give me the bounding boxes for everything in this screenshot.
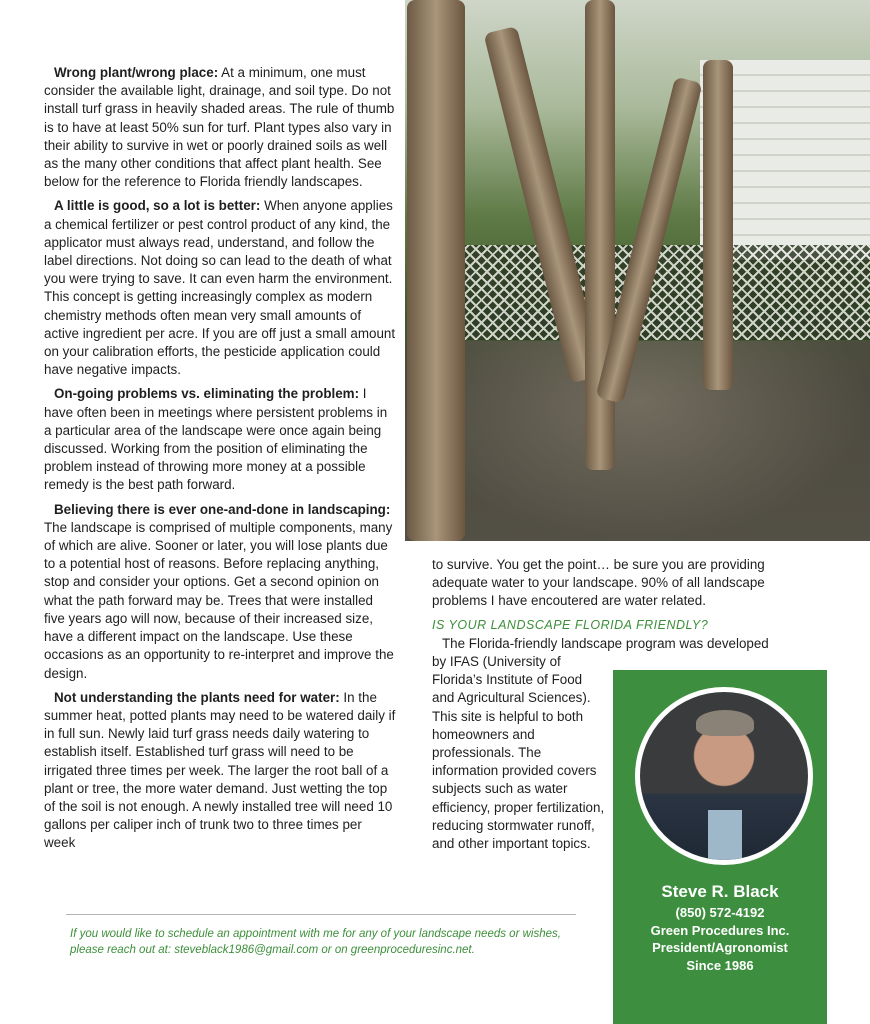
continuation-text: to survive. You get the point… be sure you are providing adequate water to your landscape. 90% of all landscape problems I have encoutered are water related.	[432, 557, 765, 609]
author-details	[613, 904, 827, 974]
paragraph-body: In the summer heat, potted plants may need to be watered daily if in full sun. Newly laid turf grass needs daily watering to establish itself. Established turf grass will need to be irrigated three times per week. The larger the root ball of a plant or tree, the more water demand. Just wetting the top of the soil is not enough. A newly installed tree will need 10 gallons per caliper inch of trunk two to three times per week	[44, 689, 396, 851]
paragraph-heading: On-going problems vs. eliminating the problem:	[54, 386, 360, 402]
footer-divider	[66, 914, 576, 915]
paragraph-wrong-plant	[44, 64, 396, 191]
author-bio-box	[613, 670, 827, 1024]
florida-friendly-intro: The Florida-friendly landscape program was developed	[442, 635, 769, 651]
paragraph-a-little-is-good	[44, 197, 396, 379]
left-column	[44, 64, 396, 859]
paragraph-water-needs	[44, 689, 396, 853]
author-since: Since 1986	[686, 957, 754, 973]
author-portrait	[635, 687, 813, 865]
paragraph-body: At a minimum, one must consider the available light, drainage, and soil type. Do not install turf grass in heavily shaded areas. The rule of thumb is to have at least 50% sun for turf. Plant types also vary in their ability to survive in wet or poorly drained soils as well as the many other conditions that affect plant health. See below for the reference to Florida friendly landscapes.	[44, 65, 395, 190]
paragraph-body: When anyone applies a chemical fertilizer or pest control product of any kind, the applicator must always read, understand, and follow the label directions. Not doing so can lead to the death of what you were trying to save. It can even harm the environment. This concept is getting increasingly complex as modern chemistry methods often mean very small amounts of active ingredient per acre. If you are off just a small amount on your calibration efforts, the pesticide application could have negative impacts.	[44, 198, 396, 378]
paragraph-body: The landscape is comprised of multiple components, many of which are alive. Sooner or later, you will lose plants due to a potential host of reasons. Before replacing anything, stop and consider your options. Get a second opinion on what the path forward may be. Trees that were installed five years ago will now, because of their increased size, have a different impact on the landscape. Use these occasions as an opportunity to re-interpret and improve the design.	[44, 519, 394, 681]
footer-contact-note: If you would like to schedule an appointment with me for any of your landscape needs or wishes, please reach out at: steveblack1986@gmail.com or on greenproceduresinc.net.	[70, 928, 561, 956]
paragraph-heading: A little is good, so a lot is better:	[54, 198, 261, 214]
author-phone: (850) 572-4192	[675, 905, 765, 920]
portrait-hair	[696, 710, 754, 736]
paragraph-heading: Wrong plant/wrong place:	[54, 65, 219, 80]
lattice-fence	[455, 245, 870, 340]
landscape-photo	[405, 0, 870, 541]
palm-trunk	[407, 0, 465, 541]
palm-trunk	[703, 60, 733, 390]
paragraph-ongoing-problems	[44, 385, 396, 494]
florida-friendly-body: by IFAS (University of Florida’s Institute of Food and Agricultural Sciences). This site is helpful to both homeowners and professionals. The information provided covers subjects such as water efficiency, proper fertilization, reducing stormwater runoff, and other important topics.	[432, 654, 605, 852]
paragraph-heading: Not understanding the plants need for water:	[54, 689, 340, 705]
author-company: Green Procedures Inc.	[650, 922, 790, 938]
paragraph-body: I have often been in meetings where persistent problems in a particular area of the landscape were once again being discussed. Working from the position of eliminating the problem instead of throwing more money at a possible remedy is the best path forward.	[44, 386, 388, 493]
portrait-collar	[708, 810, 742, 865]
author-title: President/Agronomist	[652, 940, 788, 955]
section-subheading: IS YOUR LANDSCAPE FLORIDA FRIENDLY?	[432, 617, 709, 632]
paragraph-heading: Believing there is ever one-and-done in landscaping:	[54, 501, 391, 517]
ground-mulch	[405, 341, 870, 541]
author-name: Steve R. Black	[661, 882, 779, 901]
paragraph-one-and-done	[44, 501, 396, 683]
